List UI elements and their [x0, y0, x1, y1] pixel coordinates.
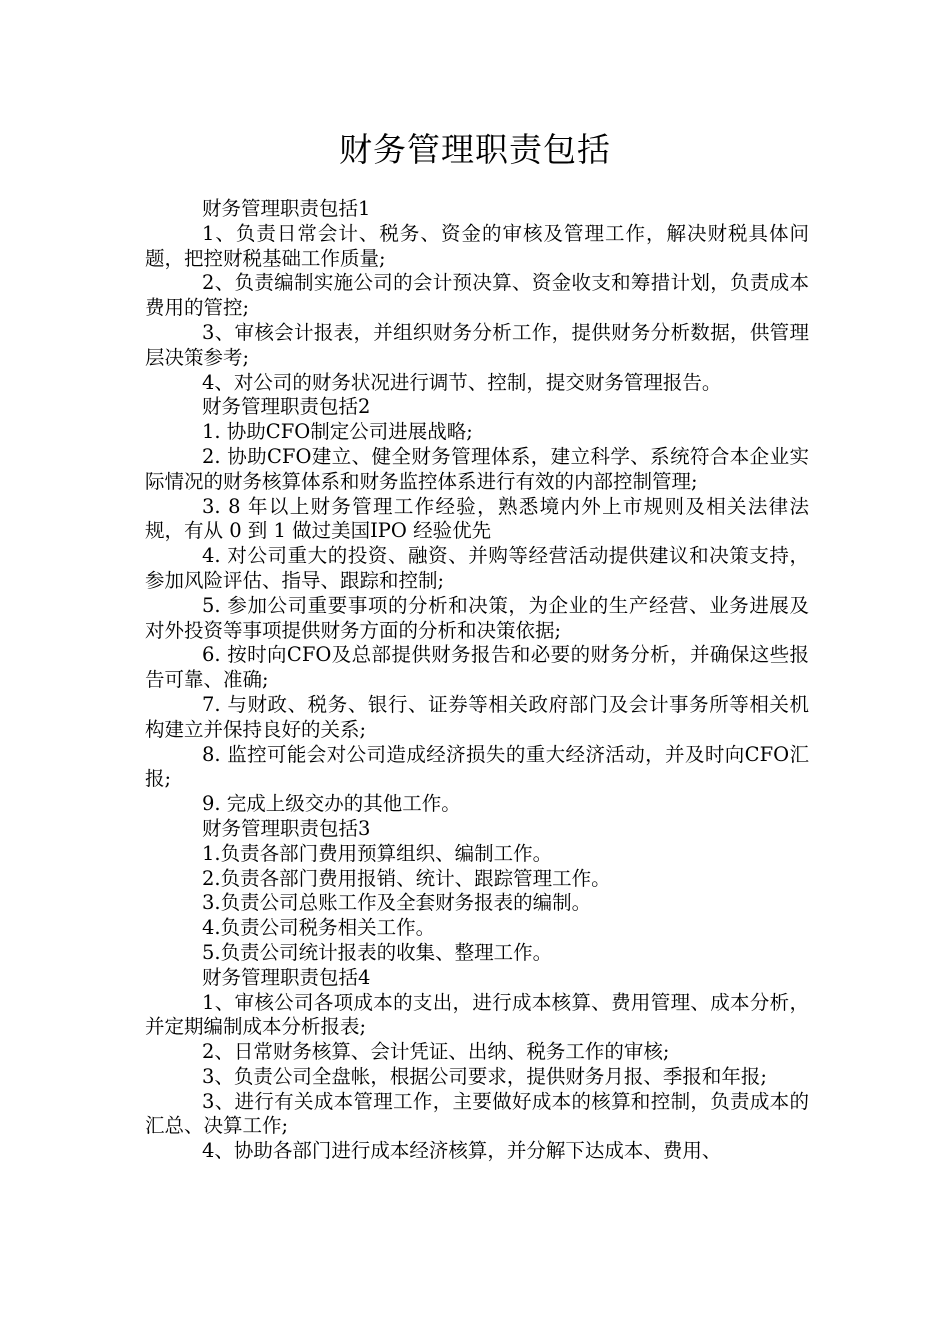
- paragraph: 3.负责公司总账工作及全套财务报表的编制。: [202, 891, 592, 915]
- paragraph: 3、进行有关成本管理工作，主要做好成本的核算和控制，负责成本的汇总、决算工作;: [145, 1089, 809, 1138]
- section-heading-1: 财务管理职责包括1: [202, 197, 371, 220]
- paragraph: 7. 与财政、税务、银行、证券等相关政府部门及会计事务所等相关机构建立并保持良好的关系;: [145, 692, 809, 741]
- section-heading-2: 财务管理职责包括2: [202, 395, 371, 419]
- paragraph: 3. 8 年以上财务管理工作经验，熟悉境内外上市规则及相关法律法规，有从 0 到 1 做过美国IPO 经验优先: [145, 494, 809, 543]
- paragraph: 4. 对公司重大的投资、融资、并购等经营活动提供建议和决策支持，参加风险评估、指导、跟踪和控制;: [145, 544, 809, 592]
- paragraph: 2、日常财务核算、会计凭证、出纳、税务工作的审核;: [202, 1040, 670, 1064]
- document-title: 财务管理职责包括: [339, 130, 611, 169]
- paragraph: 5.负责公司统计报表的收集、整理工作。: [202, 940, 553, 964]
- paragraph: 9. 完成上级交办的其他工作。: [202, 792, 461, 816]
- section-heading-4: 财务管理职责包括4: [202, 965, 371, 989]
- paragraph: 2.负责各部门费用报销、统计、跟踪管理工作。: [202, 866, 611, 890]
- paragraph: 5. 参加公司重要事项的分析和决策，为企业的生产经营、业务进展及对外投资等事项提供财务方面的分析和决策依据;: [145, 593, 809, 642]
- paragraph: 4、对公司的财务状况进行调节、控制，提交财务管理报告。: [202, 370, 722, 394]
- paragraph: 3、负责公司全盘帐，根据公司要求，提供财务月报、季报和年报;: [202, 1064, 767, 1088]
- document-body: [145, 197, 809, 1164]
- paragraph: 2. 协助CFO建立、健全财务管理体系，建立科学、系统符合本企业实际情况的财务核算体系和财务监控体系进行有效的内部控制管理;: [145, 444, 809, 493]
- paragraph: 4、协助各部门进行成本经济核算，并分解下达成本、费用、: [202, 1139, 722, 1163]
- paragraph: 2、负责编制实施公司的会计预决算、资金收支和筹措计划，负责成本费用的管控;: [145, 271, 809, 320]
- paragraph: 1. 协助CFO制定公司进展战略;: [202, 420, 473, 444]
- section-heading-3: 财务管理职责包括3: [202, 816, 371, 840]
- paragraph: 8. 监控可能会对公司造成经济损失的重大经济活动，并及时向CFO汇报;: [145, 742, 809, 791]
- paragraph: 3、审核会计报表，并组织财务分析工作，提供财务分析数据，供管理层决策参考;: [145, 320, 809, 369]
- paragraph: 6. 按时向CFO及总部提供财务报告和必要的财务分析，并确保这些报告可靠、准确;: [145, 643, 809, 692]
- paragraph: 1.负责各部门费用预算组织、编制工作。: [202, 841, 553, 865]
- paragraph: 1、审核公司各项成本的支出，进行成本核算、费用管理、成本分析，并定期编制成本分析报表;: [145, 990, 809, 1039]
- paragraph: 4.负责公司税务相关工作。: [202, 916, 436, 940]
- paragraph: 1、负责日常会计、税务、资金的审核及管理工作，解决财税具体问题，把控财税基础工作质量;: [145, 221, 809, 270]
